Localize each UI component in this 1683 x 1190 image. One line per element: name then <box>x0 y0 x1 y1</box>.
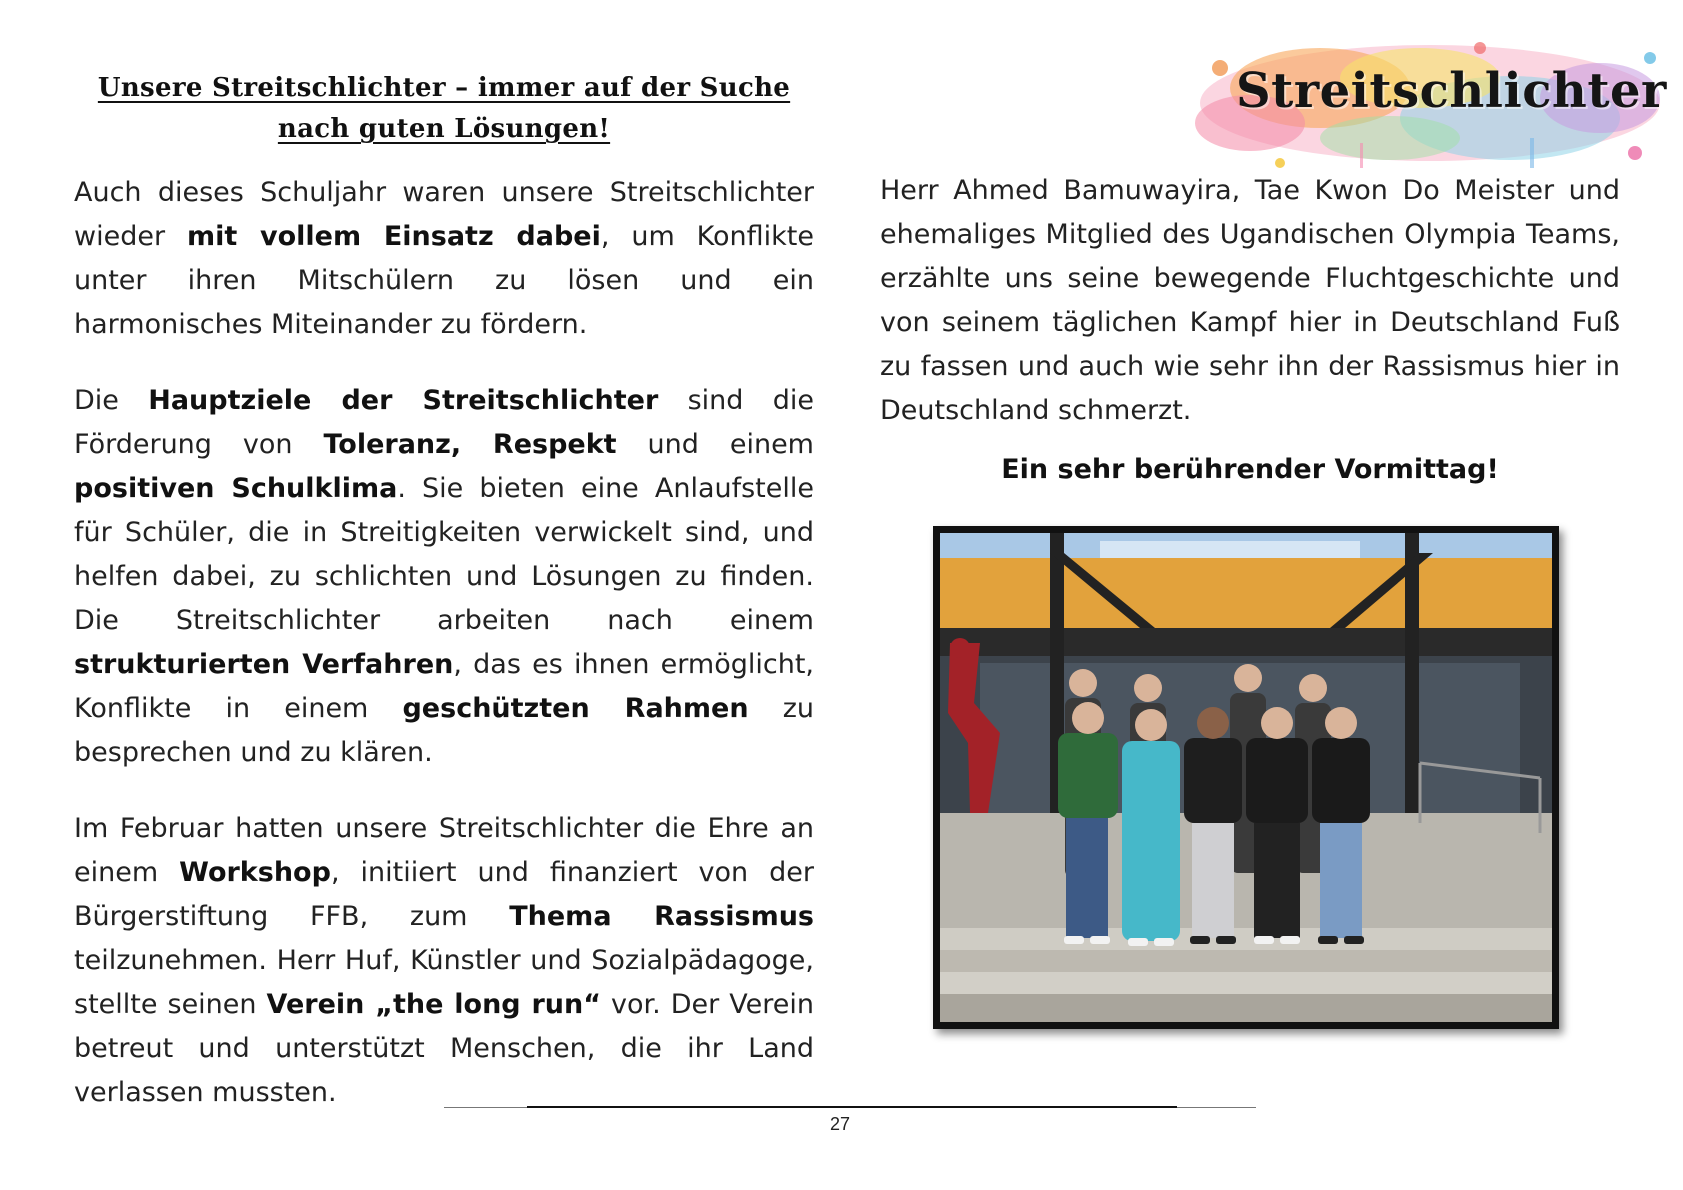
highlight-sentence: Ein sehr berührender Vormittag! <box>1001 454 1499 485</box>
headline-line-2: nach guten Lösungen! <box>277 114 611 144</box>
group-photo <box>933 526 1559 1029</box>
paragraph-speaker: Herr Ahmed Bamuwayira, Tae Kwon Do Meister und ehemaliges Mitglied des Ugandischen Olympia Teams, erzählte uns seine bewegende Fluchtgeschichte und von seinem täglichen Kampf hier in Deutschland Fuß zu fassen und auch wie sehr ihn der Rassismus hier in Deutschland schmerzt. <box>880 175 1620 426</box>
logo-title: Streitschlichter <box>1236 63 1667 119</box>
group-photo-illustration <box>940 533 1552 1022</box>
paragraph-goals: Die Hauptziele der Streitschlichter sind die Förderung von Toleranz, Respekt und einem positiven Schulklima. Sie bieten eine Anlaufstelle für Schüler, die in Streitigkeiten verwickelt sind, und helfen dabei, zu schlichten und Lösungen zu finden. Die Streitschlichter arbeiten nach einem strukturierten Verfahren, das es ihnen ermöglicht, Konflikte in einem geschützten Rahmen zu besprechen und zu klären. <box>74 385 814 768</box>
page-number: 27 <box>829 1114 851 1134</box>
footer-divider-bold <box>527 1106 1177 1108</box>
right-column <box>880 169 1620 433</box>
streitschlichter-logo <box>1180 28 1670 178</box>
paragraph-intro: Auch dieses Schuljahr waren unsere Streitschlichter wieder mit vollem Einsatz dabei, um Konflikte unter ihren Mitschülern zu lösen und ein harmonisches Miteinander zu fördern. <box>74 177 815 340</box>
headline-line-1: Unsere Streitschlichter – immer auf der Suche <box>97 73 791 103</box>
left-column <box>74 171 814 1115</box>
article-headline <box>74 68 814 150</box>
paragraph-workshop: Im Februar hatten unsere Streitschlichter die Ehre an einem Workshop, initiiert und finanziert von der Bürgerstiftung FFB, zum Thema Rassismus teilzunehmen. Herr Huf, Künstler und Sozialpädagoge, stellte seinen Verein „the long run“ vor. Der Verein betreut und unterstützt Menschen, die ihr Land verlassen mussten. <box>74 813 815 1108</box>
